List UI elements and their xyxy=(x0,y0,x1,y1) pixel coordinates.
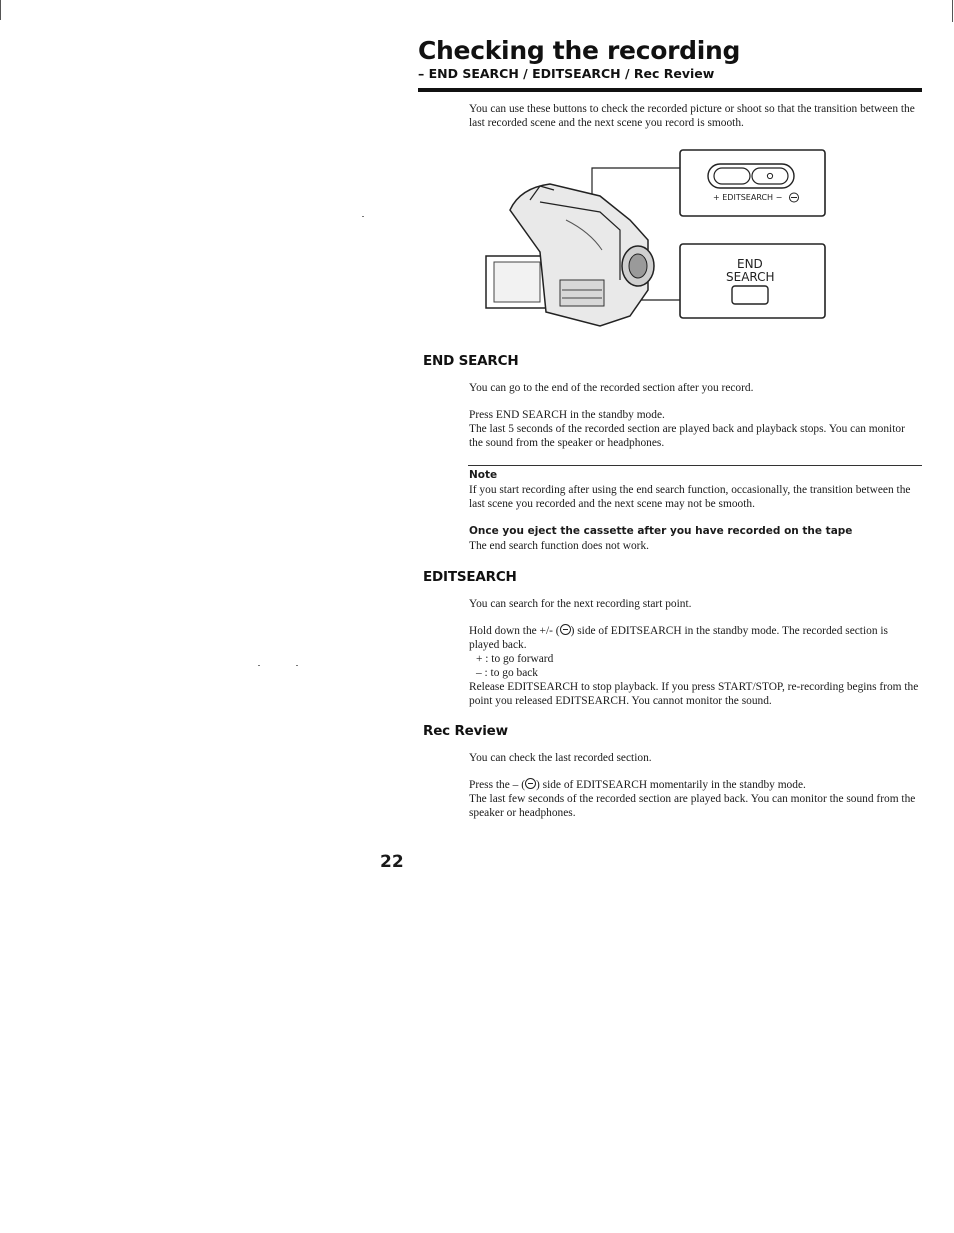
page-title: Checking the recording xyxy=(418,36,741,65)
scan-edge-right xyxy=(952,0,953,22)
page-subtitle: – END SEARCH / EDITSEARCH / Rec Review xyxy=(418,66,715,81)
end-search-callout xyxy=(680,244,825,318)
camcorder-illustration xyxy=(486,184,654,326)
note-text: If you start recording after using the end search function, occasionally, the transition between the last scene you recorded and the next scene may not be smooth. xyxy=(469,484,911,510)
page-number: 22 xyxy=(380,852,404,872)
end-search-label-line2: SEARCH xyxy=(726,270,775,284)
rec-review-result: The last few seconds of the recorded section are played back. You can monitor the sound from the speaker or headphones. xyxy=(469,793,916,819)
scan-speck xyxy=(362,216,364,217)
rec-review-step-before: Press the – ( xyxy=(469,779,525,791)
editsearch-heading: EDITSEARCH xyxy=(423,569,517,585)
eject-heading: Once you eject the cassette after you have recorded on the tape xyxy=(469,525,853,537)
title-rule xyxy=(418,88,922,92)
note-label: Note xyxy=(469,469,498,481)
editsearch-callout xyxy=(680,150,825,216)
rec-review-step-after: ) side of EDITSEARCH momentarily in the standby mode. xyxy=(536,779,806,791)
editsearch-step-after: ) side of EDITSEARCH in the standby mode. The recorded section is played back. xyxy=(469,625,888,651)
scan-speck xyxy=(296,665,298,666)
end-search-intro: You can go to the end of the recorded section after you record. xyxy=(469,382,754,394)
note-rule xyxy=(468,465,922,466)
end-search-heading: END SEARCH xyxy=(423,353,519,369)
playback-symbol-icon xyxy=(525,778,536,789)
end-search-step: Press END SEARCH in the standby mode. xyxy=(469,409,665,421)
scan-speck xyxy=(258,665,260,666)
rec-review-step xyxy=(469,778,921,792)
editsearch-forward: + : to go forward xyxy=(476,653,554,665)
editsearch-label: + EDITSEARCH − xyxy=(713,193,783,202)
editsearch-release: Release EDITSEARCH to stop playback. If you press START/STOP, re-recording begins from the point you released EDITSEARCH. You cannot monitor the sound. xyxy=(469,681,919,707)
end-search-result: The last 5 seconds of the recorded section are played back and playback stops. You can monitor the sound from the speaker or headphones. xyxy=(469,423,905,449)
eject-text: The end search function does not work. xyxy=(469,540,649,552)
end-search-label-line1: END xyxy=(737,257,763,271)
editsearch-intro: You can search for the next recording start point. xyxy=(469,598,692,610)
rec-review-heading: Rec Review xyxy=(423,723,508,739)
editsearch-back: – : to go back xyxy=(476,667,539,679)
editsearch-step-before: Hold down the +/- ( xyxy=(469,625,560,637)
intro-paragraph: You can use these buttons to check the recorded picture or shoot so that the transition between the last recorded scene and the next scene you record is smooth. xyxy=(469,103,915,129)
camcorder-figure xyxy=(470,140,830,330)
editsearch-step xyxy=(469,624,921,652)
rec-review-intro: You can check the last recorded section. xyxy=(469,752,652,764)
playback-symbol-icon xyxy=(560,624,571,635)
scan-edge-left xyxy=(0,0,1,20)
